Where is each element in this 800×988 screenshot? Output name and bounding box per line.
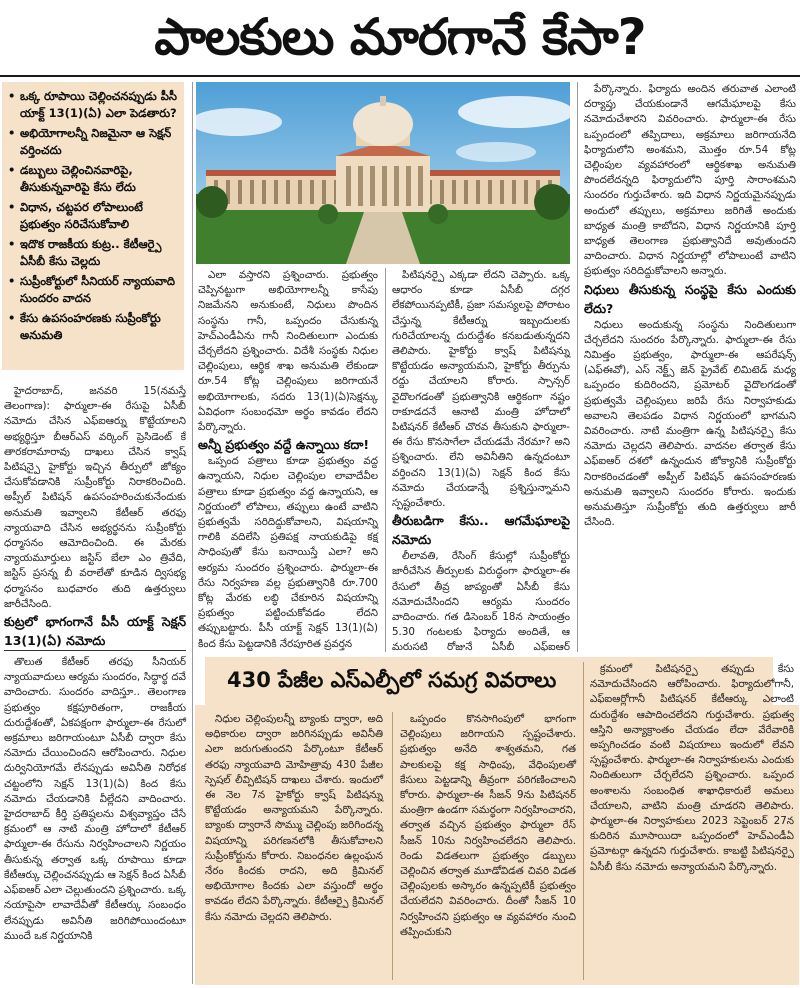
paragraph: ఎలా వస్తారని ప్రశ్నించారు. ప్రభుత్వం చెప్పినట్టుగా అభియోగాలన్నీ కాసేపు నిజమేనని అనుకుంటే, నిధులు పొందిన సంస్థను గానీ, ఒప్పందం చేసుకున్న హెచ్ఎండీఏను గానీ నిందితులుగా ఎందుకు చేర్చలేదని ప్రశ్నించారు. విదేశీ సంస్థకు నిధుల చెల్లింపులు, ఆర్థిక శాఖ అనుమతి లేకుండా రూ.54 కోట్ల చెల్లింపులు జరిగాయనే అభియోగాలకు, సదరు 13(1)(ఏ)సెక్షన్కు ఏవిధంగా సంబంధమో అర్థం కావడం లేదని పేర్కొన్నారు.: [198, 269, 378, 434]
box-column-1: [205, 712, 383, 982]
paragraph: పేర్కొన్నారు. ఫిర్యాదు అందిన తరువాత ఎలాంటి దర్యాప్తు చేయకుండానే ఆగమేఘాలపై కేసు నమోదుచేశారని వివరించారు. ఫార్ములా-ఈ రేసు ఒప్పందంలో తప్పిదాలు, అక్రమాలు జరిగాయనేది ఫిర్యాదులోని అంశమని, మొత్తం రూ.54 కోట్ల చెల్లింపుల వ్యవహారంలో ఆర్థికశాఖ అనుమతి పొందలేదన్నది ఫిర్యాదులోని పూర్తి సారాంశమని సుందరం గుర్తుచేశారు. ఇది విధాన నిర్ణయమైనప్పుడు అందులో తప్పులు, అక్రమాలు జరిగితే అందుకు బాధ్యత మంత్రి కాబోదని, విధాన నిర్ణయానికి పూర్తి బాధ్యత తెలంగాణ ప్రభుత్వానిదే అవుతుందని వాదించారు. విధాన నిర్ణయాల్లో లోపాలుంటే వాటిని ప్రభుత్వం సరిదిద్దుకోవాలని అన్నారు.: [584, 83, 796, 278]
paragraph: నిధులు అందుకున్న సంస్థను నిందితులుగా చేర్చలేదని సుందరం పేర్కొన్నారు. ఫార్ములా-ఈ రేసు నిమిత్తం ప్రభుత్వం, ఫార్ములా-ఈ ఆపరేషన్స్ (ఎఫ్ఈవో), ఎస్ నెక్ట్స్ జెన్ ప్రైవేట్ లిమిటెడ్ మధ్య ఒప్పందం కుదిరిందని, ప్రమోటర్ వైదొలగడంతో ప్రభుత్వమే చెల్లింపులు జరిపే రేసు నిర్వాహకుడు అవాలని తెలపడం విధాన నిర్ణయంలో భాగమని వివరించారు. నాటి మంత్రిగా ఉన్న పిటిషనర్పై కేసు నమోదు చెల్లదని తెలిపారు. వాదనల తర్వాత కేసు ఎఫ్ఐఆర్ దశలో ఉన్నందున జోక్యానికి సుప్రీంకోర్టు నిరాకరించడంతో అప్పీల్ పిటిషన్ ఉపసంహరణకు అనుమతి ఇవ్వాలని సుందరం కోరారు. ఇందుకు అనుమతిస్తూ సుప్రీంకోర్టు తుది ఉత్తర్వులు జారీ చేసింది.: [584, 318, 796, 529]
highlight-item: • అభియోగాలన్నీ నిజమైనా ఆ సెక్షన్ వర్తించదు: [8, 125, 178, 159]
column-divider: [385, 268, 386, 652]
subheading: అన్నీ ప్రభుత్వం వద్దే ఉన్నాయి కదా!: [198, 437, 370, 453]
box-divider: [392, 712, 393, 980]
paragraph: లీలావతి, రేసింగ్ కేసుల్లో సుప్రీంకోర్టు జారీచేసిన తీర్పులకు విరుద్ధంగా ఫార్ములా-ఈ రేసులో తీవ్ర జాప్యంతో ఏసీబీ కేసు నమోదుచేసిందని ఆర్యమ సుందరం వాదించారు. గత డిసెంబర్ 18న సాయంత్రం 5.30 గంటలకు ఫిర్యాదు అందితే, ఆ మరుసటి రోజునే ఏసీబీ ఎఫ్ఐఆర్: [392, 550, 570, 654]
column-4: [584, 82, 796, 652]
subheading: తీరుబడిగా కేసు.. ఆగమేఘాలపై నమోదు: [392, 513, 570, 548]
highlight-item: • కేసు ఉపసంహరణకు సుప్రీంకోర్టు అనుమతి: [8, 310, 178, 344]
column-1: [4, 384, 186, 984]
subheading: నిధులు తీసుకున్న సంస్థపై కేసు ఎందుకు లేదు?: [584, 281, 796, 316]
subheading: కుట్రలో భాగంగానే పీసీ యాక్ట్ సెక్షన్ 13(1)(ఏ) నమోదు: [4, 614, 186, 649]
paragraph: క్రమంలో పిటిషనర్పై తప్పుడు కేసు నమోదుచేసిందని ఆరోపించారు. ఫిర్యాదులోగానీ, ఎఫ్ఐఆర్లోగానీ పిటిషనర్ కేటీఆర్కు ఎలాంటి దురుద్దేశం ఆపాదించలేదని గుర్తుచేశారు. ప్రభుత్వ ఆస్తిని అన్యాక్రాంతం చేయడం లేదా వేరేవారికి అప్పగించడం వంటి విషయాలు ఇందులో లేవని స్పష్టంచేశారు. ఫార్ములా-ఈ నిర్వాహకులను ఎందుకు నిందితులుగా చేర్చలేదని ప్రశ్నించారు. ఒప్పంద అంశాలను సంబంధిత శాఖాధికారులే అమలు చేయాలని, వాటిని మంత్రి చూడరని తెలిపారు. ఫార్ములా-ఈ నిర్వాహకులు 2023 సెప్టెంబర్ 27న కుదిరిన మూసాయిదా ఒప్పందంలో హెచ్ఎండీఏ ప్రమోటర్గా ఉన్నదని గుర్తుచేశారు. కాబట్టి పిటిషనర్పై ఏసీబీ కేసు నమోదు అన్యాయమని పేర్కొన్నారు.: [590, 663, 794, 873]
column-3: [392, 268, 570, 652]
column-divider: [192, 82, 193, 984]
box-column-3: [590, 662, 794, 982]
paragraph: హైదరాబాద్, జనవరి 15(నమస్తే తెలంగాణ): ఫార్ములా-ఈ రేసుపై ఏసీబీ నమోదు చేసిన ఎఫ్ఐఆర్ను కొట్టేయాలని అభ్యర్థిస్తూ బీఆర్ఎస్ వర్కింగ్ ప్రెసిడెంట్ కే తారకరామారావు దాఖలు చేసిన క్వాష్ పిటిషన్పై హైకోర్టు ఇచ్చిన తీర్పులో జోక్యం చేసుకోవడానికి సుప్రీంకోర్టు నిరాకరించింది. అప్పీల్ పిటిషన్ ఉపసంహరించుకునేందుకు అనుమతి ఇవ్వాలని కేటీఆర్ తరఫు న్యాయవాది చేసిన అభ్యర్థనను సుప్రీంకోర్టు ధర్మాసనం ఆమోదించింది. ఈ మేరకు న్యాయమూర్తులు జస్టిస్ బేలా ఎం త్రివేది, జస్టిస్ ప్రసన్న బీ వరాలేతో కూడిన ద్విసభ్య ధర్మాసనం బుధవారం తుది ఉత్తర్వులు జారీచేసింది.: [4, 385, 186, 610]
highlight-item: • విధాన, చట్టపర లోపాలుంటే ప్రభుత్వం సరిచేసుకోవాలి: [8, 199, 178, 233]
paragraph: తొలుత కేటీఆర్ తరఫు సీనియర్ న్యాయవాదులు ఆర్యమ సుందరం, సిద్ధార్థ దవే వాదించారు. సుందరం వాదిస్తూ.. తెలంగాణ ప్రభుత్వం కక్షపూరితంగా, రాజకీయ దురుద్దేశంతో, ఏకపక్షంగా ఫార్ములా-ఈ రేసులో అక్రమాలు జరిగాయంటూ ఏసీబీ ద్వారా కేసు నమోదు చేయించిందని ఆరోపించారు. నిధుల దుర్వినియోగమే లేనప్పుడు అవినీతి నిరోధక చట్టంలోని సెక్షన్ 13(1)(ఏ) కింద కేసు నమోదు చేయడానికి వీల్లేదని వాదించారు. హైదరాబాద్ కీర్తి ప్రతిష్ఠలను విశ్వవ్యాప్తం చేసే క్రమంలో ఆ నాటి మంత్రి హోదాలో కేటీఆర్ ఫార్ములా-ఈ రేసును నిర్వహించాలని నిర్ణయం తీసుకున్న తర్వాత ఒక్క రూపాయి కూడా కేటీఆర్కు చెల్లించనప్పుడు ఆ సెక్షన్ కింద ఏసీబీ ఎఫ్ఐఆర్ ఎలా చెల్లుతుందని ప్రశ్నించారు. ఒక్క నయాపైసా లావాదేవీతో కేటీఆర్కు సంబంధం లేనప్పుడు అవినీతి జరిగిపోయిందంటూ ముందే ఒక నిర్ణయానికి: [4, 656, 186, 942]
supreme-court-photo: [196, 82, 570, 264]
paragraph: పిటిషనర్పై ఎక్కడా లేదని చెప్పారు. ఒక్క ఆధారం కూడా ఏసీబీ దగ్గర లేకపోయినప్పటికీ, ప్రజా సమస్యలపై పోరాటం చేస్తున్న కేటీఆర్ను ఇబ్బందులకు గురిచేయాలన్న దురుద్దేశం కనబడుతున్నదని తెలిపారు. హైకోర్టు క్వాష్ పిటిషన్ను కొట్టేయడం అన్యాయమని, హైకోర్టు తీర్పును రద్దు చేయాలని కోరారు. స్పాన్సర్ వైదొలగడంతో ప్రభుత్వానికి ఆర్థికంగా నష్టం రాకూడదనే ఆనాటి మంత్రి హోదాలో పిటిషనర్ కేటీఆర్ చొరవ తీసుకుని ఫార్ములా-ఈ రేసు కొనసాగేలా చేయడమే నేరమా? అని ప్రశ్నించారు. లేని అవినీతిని ఉన్నదంటూ వర్తించని 13(1)(ఏ) సెక్షన్ కింద కేసు నమోదు చేయడాన్నే ప్రశ్నిస్తున్నామని స్పష్టంచేశారు.: [392, 269, 570, 510]
highlight-item: • డబ్బులు చెల్లించినవారిపై, తీసుకున్నవారిపై కేసు లేదు: [8, 162, 178, 196]
highlights-list: [8, 88, 178, 344]
paragraph: ఒప్పందం కొనసాగింపులో భాగంగా చెల్లింపులు జరిగాయని స్పష్టంచేశారు. ప్రభుత్వం అనేది శాశ్వతమని, గత పాలకులపై కక్ష సాధింపు, వేధింపులతో కేసులు పెట్టడాన్ని తీవ్రంగా పరిగణించాలని కోరారు. ఫార్ములా-ఈ సీజన్ 9ను పిటిషనర్ మంత్రిగా ఉండగా సమర్థంగా నిర్వహించారని, తర్వాత వచ్చిన ప్రభుత్వం ఫార్ములా రేస్ సీజన్ 10ను నిర్వహించలేదని తెలిపారు. రెండు విడతలుగా ప్రభుత్వం డబ్బులు చెల్లించిన తర్వాత మూడోవిడత చివరి విడత చెల్లింపులకు అస్కారం ఉన్నప్పటికీ ప్రభుత్వం చేయలేదని వివరించారు. దీంతో సీజన్ 10 నిర్వహించని ప్రభుత్వం ఆ వ్యవహారం నుంచి తప్పించుకుని: [400, 713, 576, 938]
column-2: [198, 268, 378, 652]
highlights-box: [2, 82, 184, 370]
highlight-item: • ఒక్క రూపాయి చెల్లించనప్పుడు పీసీ యాక్ట్ 13(1)(ఏ) ఎలా పెడతారు?: [8, 88, 178, 122]
subheading-rule: [4, 650, 186, 651]
paragraph: ఒప్పంద పత్రాలు కూడా ప్రభుత్వం వద్ద ఉన్నాయని, నిధుల చెల్లింపుల లావాదేవీల పత్రాలు కూడా ప్రభుత్వం వద్ద ఉన్నాయని, ఆ నిర్ణయంలో లోపాలు, తప్పులు ఉంటే వాటిని ప్రభుత్వమే సరిదిద్దుకోవాలని, విషయాన్ని గాలికి వదిలేసి ప్రతిపక్ష నాయకుడిపై కక్ష సాధింపుతో కేసు బనాయిస్తే ఎలా? అని ఆర్యమ సుందరం ప్రశ్నించారు. ఫార్ములా-ఈ రేసు నిర్వహణ వల్ల ప్రభుత్వానికి రూ.700 కోట్ల మేరకు లబ్ధి చేకూరిన విషయాన్ని ప్రభుత్వం పట్టించుకోవడం లేదని తప్పుబట్టారు. పీసీ యాక్ట్ సెక్షన్ 13(1)(ఏ) కింద కేసు పెట్టడానికి నేరపూరిత ప్రవర్తన: [198, 455, 378, 650]
headline-rule: [0, 75, 800, 77]
headline: పాలకులు మారగానే కేసా?: [154, 8, 646, 66]
highlight-item: • సుప్రీంకోర్టులో సీనియర్ న్యాయవాది సుందరం వాదన: [8, 273, 178, 307]
column-divider: [577, 82, 578, 652]
box-column-2: [400, 712, 576, 982]
box-title: 430 పేజీల ఎస్ఎల్పీలో సమగ్ర వివరాలు: [227, 668, 557, 692]
paragraph: నిధుల చెల్లింపులన్నీ బ్యాంకు ద్వారా, అది అధికారుల ద్వారా జరిగినప్పుడు అవినీతి ఎలా జరుగుతుందని పేర్కొంటూ కేటీఆర్ తరఫు న్యాయవాది మోహిత్రావు 430 పేజీల స్పెషల్ లీవ్పిటిషన్ దాఖలు చేశారు. ఇందులో ఈ నెల 7న హైకోర్టు క్వాష్ పిటిషన్ను కొట్టేయడం అన్యాయమని పేర్కొన్నారు. బ్యాంకు ద్వారానే సొమ్ము చెల్లింపు జరిగిందన్న విషయాన్ని పరిగణనలోకి తీసుకోవాలని సుప్రీంకోర్టును కోరారు. నిబంధనల ఉల్లంఘన నేరం కిందకు రాదని, అది క్రిమినల్ అభియోగాల కిందకు ఎలా వస్తుందో అర్థం కావడం లేదని పేర్కొన్నారు. కేటీఆర్పై క్రిమినల్ కేసు నమోదు చెల్లదని తెలిపారు.: [205, 713, 383, 923]
box-divider: [583, 662, 584, 980]
highlight-item: • ఇదొక రాజకీయ కుట్ర.. కేటీఆర్పై ఏసీబీ కేసు చెల్లదు: [8, 236, 178, 270]
